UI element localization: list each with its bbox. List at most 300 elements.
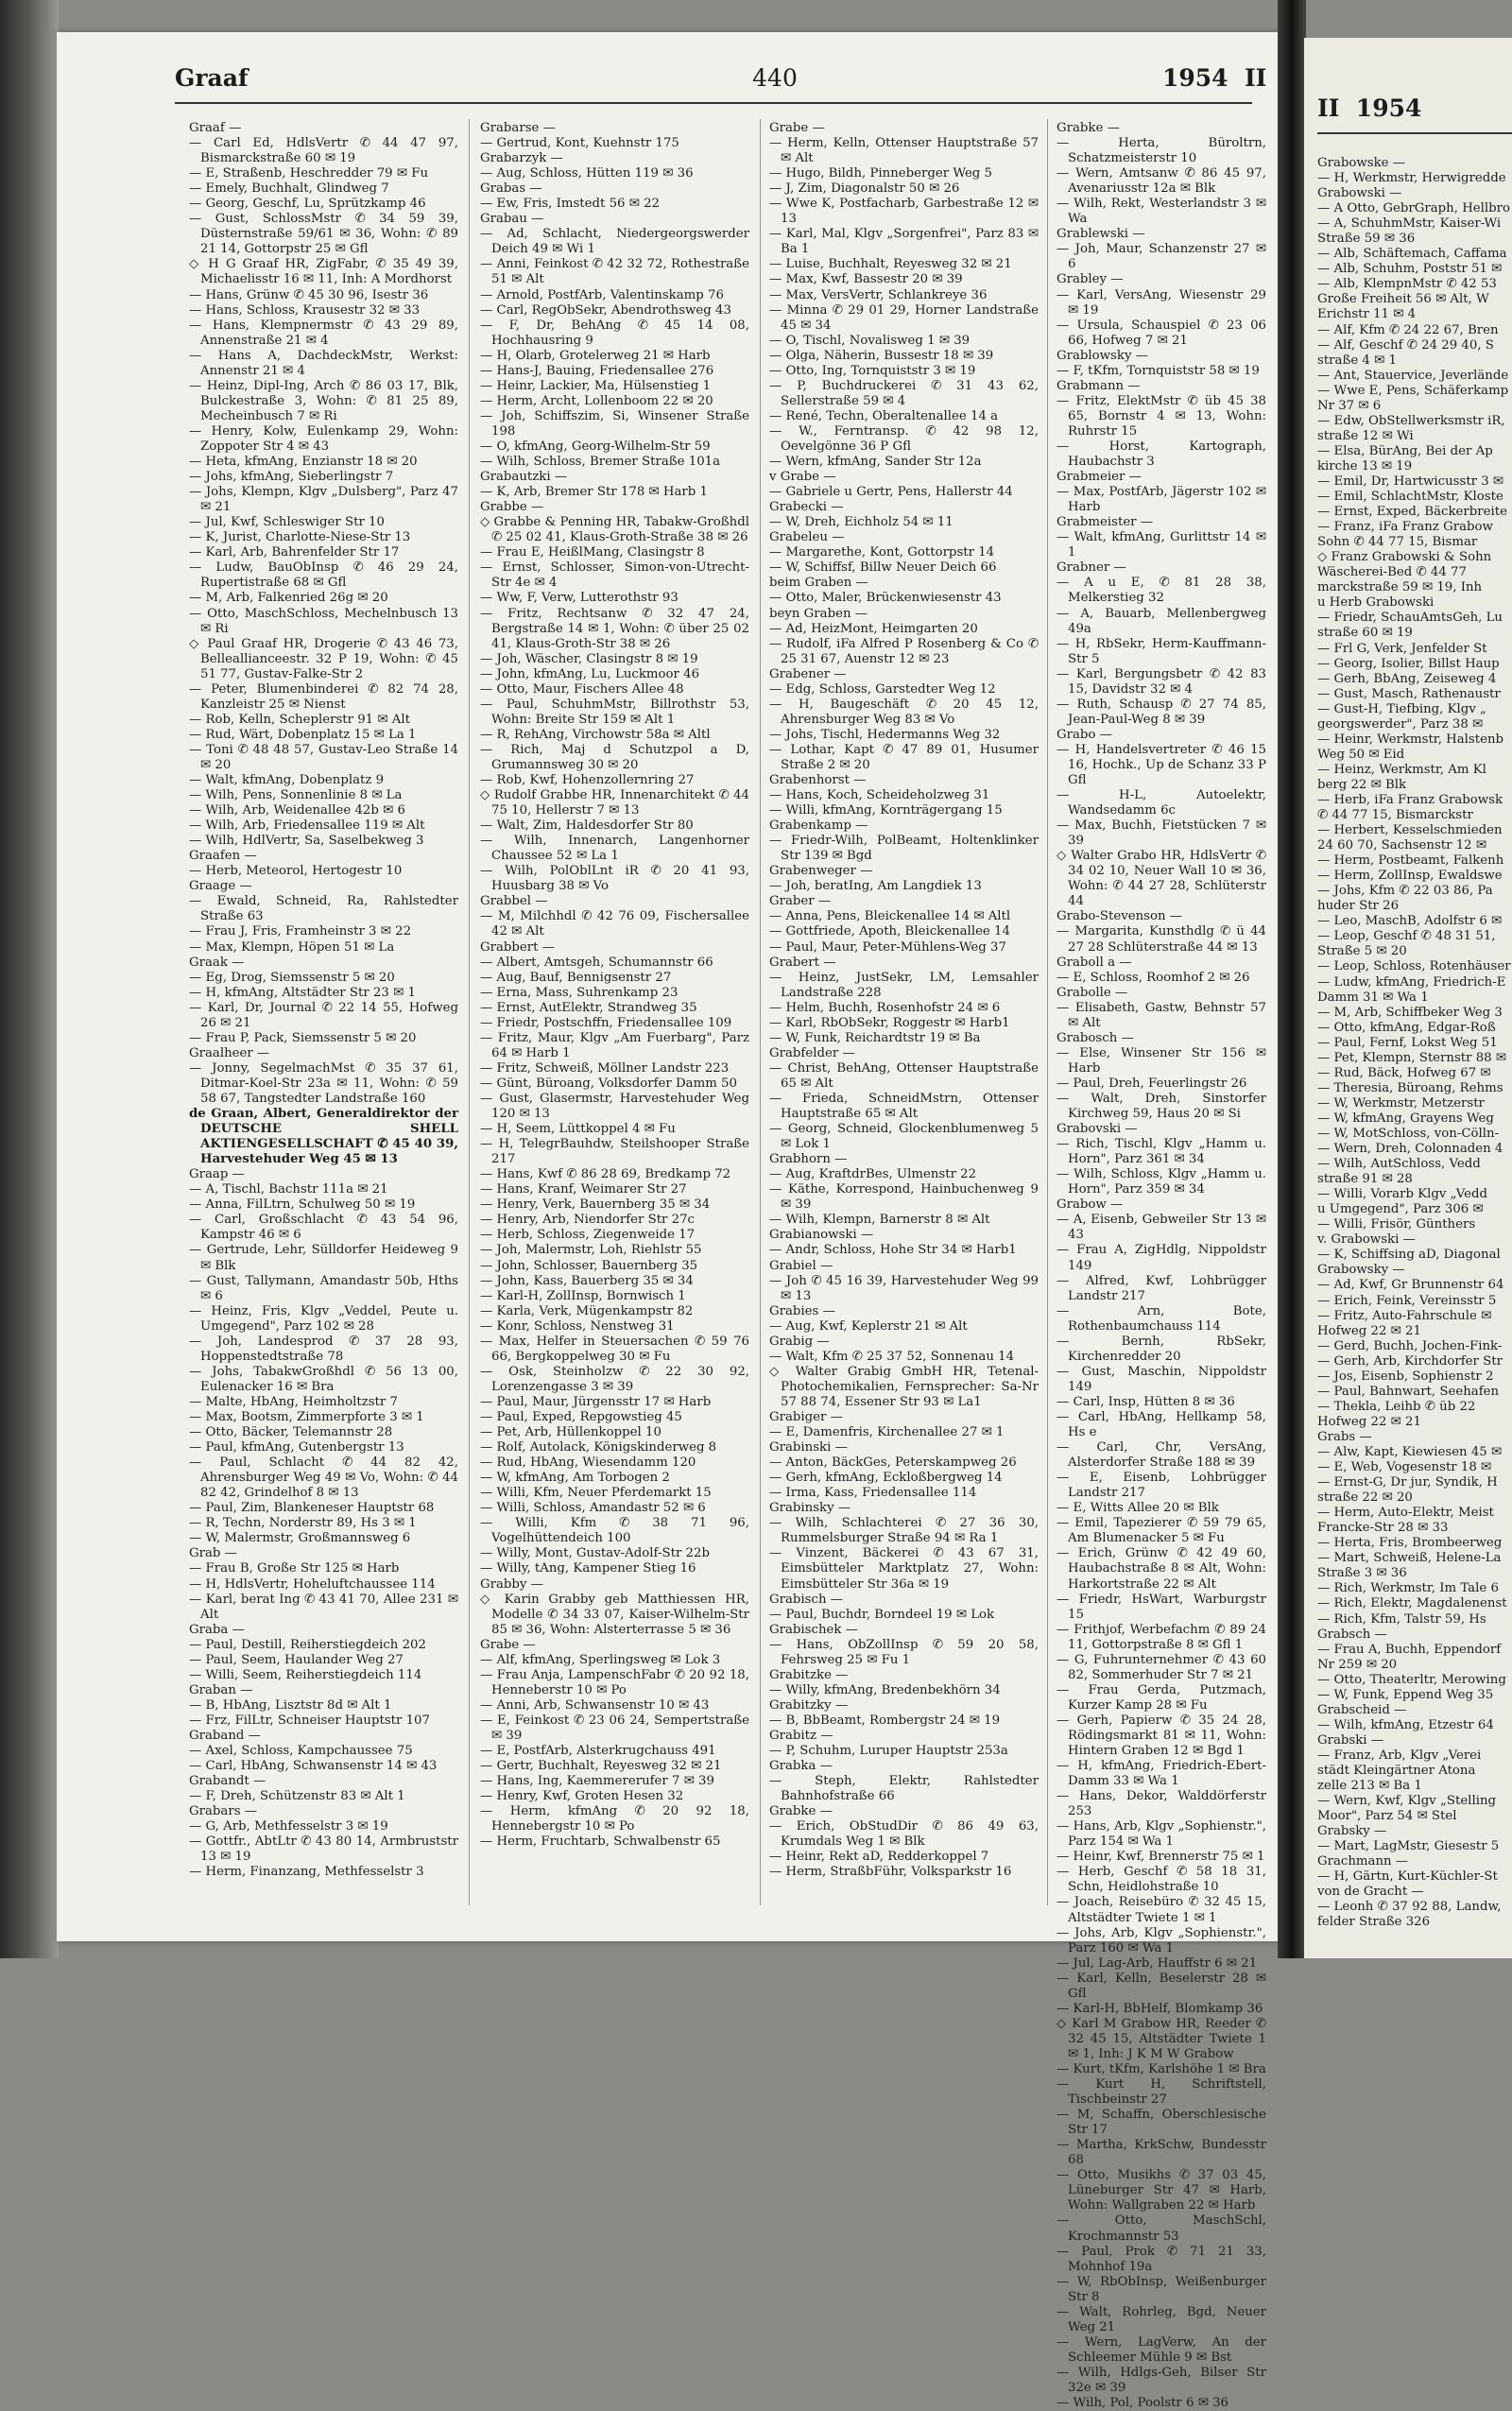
directory-entry: — Arnold, PostfArb, Valentinskamp 76 xyxy=(480,287,724,302)
directory-entry: — B, HbAng, Lisztstr 8d ✉ Alt 1 xyxy=(189,1697,392,1713)
directory-entry: — Paul, Maur, Peter-Mühlens-Weg 37 xyxy=(769,939,1006,955)
directory-entry: ◇ Walter Grabig GmbH HR, Tetenal-Photochemikalien, Fernsprecher: Sa-Nr 57 88 74, Essener Str 93 ✉ La1 xyxy=(769,1364,1039,1409)
directory-entry: — Wilh, Pens, Sonnenlinie 8 ✉ La xyxy=(189,788,403,803)
directory-entry: — Wilh, Klempn, Barnerstr 8 ✉ Alt xyxy=(769,1213,990,1228)
directory-entry: — J, Zim, Diagonalstr 50 ✉ 26 xyxy=(769,181,960,197)
directory-entry: — Gust, Tallymann, Amandastr 50b, Hths ✉ 6 xyxy=(189,1273,458,1303)
directory-entry: Grabolle — xyxy=(1057,985,1128,1000)
directory-entry: — Fritz, ElektMstr ✆ üb 45 38 65, Bornstr 4 ✉ 13, Wohn: Ruhrstr 15 xyxy=(1057,393,1266,439)
directory-entry: — Wilh, PolOblLnt iR ✆ 20 41 93, Huusbarg 38 ✉ Vo xyxy=(480,864,749,894)
directory-entry: Graaf — xyxy=(189,121,242,135)
directory-entry: — Paul, Maur, Jürgensstr 17 ✉ Harb xyxy=(480,1394,712,1409)
directory-entry: — Herm, kfmAng ✆ 20 92 18, Hennebergstr 10 ✉ Po xyxy=(480,1804,749,1834)
directory-entry: — Rich, Maj d Schutzpol a D, Grumannsweg 30 ✉ 20 xyxy=(480,742,749,772)
directory-entry: — Johs, Tischl, Hedermanns Weg 32 xyxy=(769,727,1001,742)
directory-entry: Grabischek — xyxy=(769,1622,858,1637)
directory-entry: — H, Handelsvertreter ✆ 46 15 16, Hochk., Up de Schanz 33 P Gfl xyxy=(1057,742,1266,788)
directory-entry: — Paul, SchuhmMstr, Billrothstr 53, Wohn: Breite Str 159 ✉ Alt 1 xyxy=(480,697,749,727)
directory-entry: — Willy, kfmAng, Bredenbekhörn 34 xyxy=(769,1682,1001,1697)
directory-entry: beyn Graben — xyxy=(769,606,868,621)
adjacent-directory-entry: — W, Werkmstr, Metzerstr xyxy=(1317,1095,1485,1111)
directory-entry: Graband — xyxy=(189,1728,261,1743)
directory-entry: beim Graben — xyxy=(769,576,868,591)
directory-entry: — R, RehAng, Virchowstr 58a ✉ Altl xyxy=(480,727,711,742)
directory-entry: — E, Straßenb, Heschredder 79 ✉ Fu xyxy=(189,166,429,181)
directory-entry: — Carl, Insp, Hütten 8 ✉ 36 xyxy=(1057,1394,1235,1409)
directory-entry: — Fritz, Maur, Klgv „Am Fuerbarg", Parz 64 ✉ Harb 1 xyxy=(480,1030,749,1060)
adjacent-directory-entry: — Herta, Fris, Brombeerweg xyxy=(1317,1536,1503,1551)
directory-entry: — Friedr-Wilh, PolBeamt, Holtenklinker Str 139 ✉ Bgd xyxy=(769,834,1039,864)
adjacent-directory-entry: — Mart, LagMstr, Giesestr 5 xyxy=(1317,1839,1500,1854)
directory-entry: — Frau J, Fris, Framheinstr 3 ✉ 22 xyxy=(189,924,412,939)
running-head-keyword: Graaf xyxy=(175,64,249,92)
directory-entry: — Rich, Tischl, Klgv „Hamm u. Horn", Parz 361 ✉ 34 xyxy=(1057,1137,1266,1167)
directory-entry: — Ludw, BauObInsp ✆ 46 29 24, Rupertistraße 68 ✉ Gfl xyxy=(189,560,458,591)
adjacent-directory-entry: — Emil, SchlachtMstr, Kloste xyxy=(1317,490,1503,505)
adjacent-running-head: II 1954 xyxy=(1317,95,1422,122)
adjacent-directory-entry: städt Kleingärtner Atona xyxy=(1317,1763,1476,1778)
directory-entry: — O, Tischl, Novalisweg 1 ✉ 39 xyxy=(769,333,971,348)
directory-entry: — Ruth, Schausp ✆ 27 74 85, Jean-Paul-Weg 8 ✉ 39 xyxy=(1057,697,1266,727)
adjacent-directory-entry: — Ernst, Exped, Bäckerbreite xyxy=(1317,505,1507,520)
column-divider xyxy=(1047,119,1048,1905)
adjacent-directory-entry: — Frl G, Verk, Jenfelder St xyxy=(1317,641,1487,656)
directory-entry: Grabarzyk — xyxy=(480,151,563,166)
directory-entry: — Ewald, Schneid, Ra, Rahlstedter Straße 63 xyxy=(189,894,458,924)
directory-entry: — Frieda, SchneidMstrn, Ottenser Hauptstraße 65 ✉ Alt xyxy=(769,1092,1039,1122)
adjacent-directory-entry: — Elsa, BürAng, Bei der Ap xyxy=(1317,443,1493,458)
directory-entry: — Hans, Klempnermstr ✆ 43 29 89, Annenstraße 21 ✉ 4 xyxy=(189,318,458,348)
directory-entry: — Else, Winsener Str 156 ✉ Harb xyxy=(1057,1045,1266,1076)
directory-entry: — Paul, kfmAng, Gutenbergstr 13 xyxy=(189,1440,404,1455)
directory-entry: — Osk, Steinholzw ✆ 22 30 92, Lorenzengasse 3 ✉ 39 xyxy=(480,1364,749,1394)
directory-entry: Grabmeier — xyxy=(1057,470,1142,485)
header-rule xyxy=(175,102,1252,104)
directory-entry: — Joh, Landesprod ✆ 37 28 93, Hoppenstedtstraße 78 xyxy=(189,1334,458,1364)
directory-entry: — Willi, Schloss, Amandastr 52 ✉ 6 xyxy=(480,1501,706,1516)
directory-entry: — Wilh, Rekt, Westerlandstr 3 ✉ Wa xyxy=(1057,197,1266,227)
directory-entry: — Lothar, Kapt ✆ 47 89 01, Husumer Straße 2 ✉ 20 xyxy=(769,742,1039,772)
adjacent-directory-entry: — Paul, Bahnwart, Seehafen xyxy=(1317,1384,1500,1399)
directory-entry: — Karl, berat Ing ✆ 43 41 70, Allee 231 ✉ Alt xyxy=(189,1592,458,1622)
adjacent-directory-entry: — Herbert, Kesselschmieden xyxy=(1317,823,1503,838)
directory-entry: — Paul, Dreh, Feuerlingstr 26 xyxy=(1057,1076,1247,1091)
directory-entry: — Max, Kwf, Bassestr 20 ✉ 39 xyxy=(769,272,963,287)
directory-entry: Graak — xyxy=(189,955,245,970)
directory-entry: — John, Schlosser, Bauernberg 35 xyxy=(480,1258,698,1273)
directory-entry: Grabow — xyxy=(1057,1197,1124,1213)
directory-entry: — Ernst, Schlosser, Simon-von-Utrecht-Str 4e ✉ 4 xyxy=(480,560,749,591)
directory-entry: — Otto, Ing, Tornquiststr 3 ✉ 19 xyxy=(769,363,976,378)
adjacent-directory-entry: — H, Gärtn, Kurt-Küchler-St xyxy=(1317,1869,1498,1885)
directory-entry: — Hans, Kwf ✆ 86 28 69, Bredkamp 72 xyxy=(480,1167,731,1182)
directory-entry: — Max, VersVertr, Schlankreye 36 xyxy=(769,287,988,302)
directory-entry: Grabarse — xyxy=(480,121,556,135)
directory-entry: — Henry, Kwf, Groten Hesen 32 xyxy=(480,1789,684,1804)
directory-entry: Grablowsky — xyxy=(1057,348,1148,363)
directory-entry: — Paul, Prok ✆ 71 21 33, Mohnhof 19a xyxy=(1057,2244,1266,2274)
adjacent-directory-entry: Grabs — xyxy=(1317,1429,1372,1444)
directory-entry: — Anna, FilLtrn, Schulweg 50 ✉ 19 xyxy=(189,1197,416,1213)
adjacent-directory-entry: felder Straße 326 xyxy=(1317,1915,1431,1930)
adjacent-directory-entry: — Leo, MaschB, Adolfstr 6 ✉ xyxy=(1317,914,1503,929)
directory-entry: — Jonny, SegelmachMst ✆ 35 37 61, Ditmar-Koel-Str 23a ✉ 11, Wohn: ✆ 59 58 67, Tangstedter Landstraße 160 xyxy=(189,1060,458,1106)
directory-entry: Grabinski — xyxy=(769,1440,848,1455)
adjacent-directory-entry: Nr 37 ✉ 6 xyxy=(1317,398,1382,413)
directory-entry: — Walt, kfmAng, Dobenplatz 9 xyxy=(189,773,385,788)
directory-entry: — Hans, Kranf, Weimarer Str 27 xyxy=(480,1182,687,1197)
directory-entry: Grabmann — xyxy=(1057,378,1141,393)
directory-entry: — Henry, Verk, Bauernberg 35 ✉ 34 xyxy=(480,1197,711,1213)
directory-entry: — Henry, Arb, Niendorfer Str 27c xyxy=(480,1213,696,1228)
directory-entry: Grabovski — xyxy=(1057,1122,1138,1137)
directory-entry: Grabmeister — xyxy=(1057,515,1154,530)
directory-entry: — Emely, Buchhalt, Glindweg 7 xyxy=(189,181,389,197)
directory-entry: — René, Techn, Oberaltenallee 14 a xyxy=(769,408,999,423)
adjacent-directory-entry: — Wilh, kfmAng, Etzestr 64 xyxy=(1317,1717,1494,1732)
directory-entry: — Fritz, Rechtsanw ✆ 32 47 24, Bergstraße 14 ✉ 1, Wohn: ✆ über 25 02 41, Klaus-Groth-Str 38 ✉ 26 xyxy=(480,606,749,651)
directory-entry: — Ww, F, Verw, Lutterothstr 93 xyxy=(480,591,679,606)
directory-entry: — Walt, kfmAng, Gurlittstr 14 ✉ 1 xyxy=(1057,530,1266,560)
directory-entry: — Walt, Zim, Haldesdorfer Str 80 xyxy=(480,818,694,834)
directory-entry: — A, Tischl, Bachstr 111a ✉ 21 xyxy=(189,1182,388,1197)
directory-entry: Grabiel — xyxy=(769,1258,833,1273)
adjacent-directory-entry: — Ant, Stauervice, Jeverlände xyxy=(1317,368,1509,383)
adjacent-directory-entry: Straße 59 ✉ 36 xyxy=(1317,232,1416,247)
directory-entry: — Bernh, RbSekr, Kirchenredder 20 xyxy=(1057,1334,1266,1364)
directory-entry: ◇ Karl M Grabow HR, Reeder ✆ 32 45 15, Altstädter Twiete 1 ✉ 1, Inh: J K M W Grabow xyxy=(1057,2016,1266,2061)
directory-entry: — E, Eisenb, Lohbrügger Landstr 217 xyxy=(1057,1471,1266,1501)
directory-entry: — Henry, Kolw, Eulenkamp 29, Wohn: Zoppoter Str 4 ✉ 43 xyxy=(189,423,458,454)
directory-entry: — Frau E, HeißlMang, Clasingstr 8 xyxy=(480,545,705,560)
directory-entry: — Wern, Amtsanw ✆ 86 45 97, Avenariusstr 12a ✉ Blk xyxy=(1057,166,1266,197)
directory-entry: — Wwe K, Postfacharb, Garbestraße 12 ✉ 13 xyxy=(769,197,1039,227)
directory-entry: — Hans, Arb, Klgv „Sophienstr.", Parz 154 ✉ Wa 1 xyxy=(1057,1819,1266,1850)
adjacent-directory-entry: v. Grabowski — xyxy=(1317,1232,1416,1248)
adjacent-directory-entry: Straße 5 ✉ 20 xyxy=(1317,944,1407,959)
adjacent-directory-entry: — M, Arb, Schiffbeker Weg 3 xyxy=(1317,1005,1503,1020)
directory-entry: — Ad, HeizMont, Heimgarten 20 xyxy=(769,621,978,636)
directory-entry: — Friedr, HsWart, Warburgstr 15 xyxy=(1057,1592,1266,1622)
directory-entry: Graber — xyxy=(769,894,832,909)
directory-entry: — Arn, Bote, Rothenbaumchauss 114 xyxy=(1057,1303,1266,1334)
directory-entry: — Herb, Geschf ✆ 58 18 31, Schn, Heidlohstraße 10 xyxy=(1057,1865,1266,1895)
adjacent-directory-entry: georgswerder", Parz 38 ✉ xyxy=(1317,716,1484,732)
adjacent-directory-entry: Hofweg 22 ✉ 21 xyxy=(1317,1323,1421,1338)
directory-entry: Grabbe — xyxy=(480,500,544,515)
directory-entry: — Paul, Destill, Reiherstiegdeich 202 xyxy=(189,1637,426,1652)
directory-entry: — Otto, MaschSchl, Krochmannstr 53 xyxy=(1057,2213,1266,2244)
adjacent-directory-entry: — Herb, iFa Franz Grabowsk xyxy=(1317,792,1503,807)
directory-entry: — Rob, Kwf, Hohenzollernring 27 xyxy=(480,773,695,788)
directory-entry: — Gertr, Buchhalt, Reyesweg 32 ✉ 21 xyxy=(480,1759,722,1774)
adjacent-directory-entry: — Heinr, Werkmstr, Halstenb xyxy=(1317,732,1504,747)
directory-entry: — Heinz, JustSekr, LM, Lemsahler Landstraße 228 xyxy=(769,970,1039,1000)
adjacent-directory-entry: Große Freiheit 56 ✉ Alt, W xyxy=(1317,292,1489,307)
directory-entry: — Willi, kfmAng, Kornträgergang 15 xyxy=(769,803,1003,818)
directory-entry: — Willi, Seem, Reiherstiegdeich 114 xyxy=(189,1667,422,1682)
directory-entry: — Erich, ObStudDir ✆ 86 49 63, Krumdals Weg 1 ✉ Blk xyxy=(769,1819,1039,1850)
adjacent-directory-entry: Grabowsky — xyxy=(1317,1263,1405,1278)
directory-entry: — G, Fuhrunternehmer ✆ 43 60 82, Sommerhuder Str 7 ✉ 21 xyxy=(1057,1652,1266,1682)
directory-entry: — Fritz, Schweiß, Möllner Landstr 223 xyxy=(480,1060,730,1076)
adjacent-directory-entry: — Georg, Isolier, Billst Haup xyxy=(1317,656,1500,671)
adjacent-directory-entry: straße 12 ✉ Wi xyxy=(1317,428,1414,443)
directory-entry: ◇ Walter Grabo HR, HdlsVertr ✆ 34 02 10, Neuer Wall 10 ✉ 36, Wohn: ✆ 44 27 28, Schlüterstr 44 xyxy=(1057,849,1266,909)
directory-entry: — M, Schaffn, Oberschlesische Str 17 xyxy=(1057,2108,1266,2138)
directory-entry: ◇ Karin Grabby geb Matthiessen HR, Modelle ✆ 34 33 07, Kaiser-Wilhelm-Str 85 ✉ 36, Wohn: Alsterterrasse 5 ✉ 36 xyxy=(480,1592,749,1637)
book-gutter xyxy=(1278,0,1306,1958)
adjacent-directory-entry: — Alf, Geschf ✆ 24 29 40, S xyxy=(1317,337,1494,353)
adjacent-directory-entry: — Theresia, Büroang, Rehms xyxy=(1317,1080,1503,1095)
directory-entry: — Herm, Finanzang, Methfesselstr 3 xyxy=(189,1865,424,1880)
directory-entry: — G, Arb, Methfesselstr 3 ✉ 19 xyxy=(189,1819,388,1834)
directory-entry: — H, HdlsVertr, Hoheluftchaussee 114 xyxy=(189,1576,436,1592)
directory-entry: Grabisch — xyxy=(769,1592,844,1607)
adjacent-directory-entry: — Fritz, Auto-Fahrschule ✉ xyxy=(1317,1308,1492,1323)
directory-entry: — Johs, Arb, Klgv „Sophienstr.", Parz 160 ✉ Wa 1 xyxy=(1057,1925,1266,1955)
directory-entry: — Max, PostfArb, Jägerstr 102 ✉ Harb xyxy=(1057,485,1266,515)
directory-entry: — E, Witts Allee 20 ✉ Blk xyxy=(1057,1501,1219,1516)
directory-entry: Grabke — xyxy=(1057,121,1120,135)
directory-entry: Grabby — xyxy=(480,1576,543,1592)
directory-entry: Grabautzki — xyxy=(480,470,568,485)
directory-entry: — Carl, HbAng, Hellkamp 58, Hs e xyxy=(1057,1409,1266,1440)
directory-entry: Grabhorn — xyxy=(769,1152,848,1167)
adjacent-directory-entry: Grachmann — xyxy=(1317,1854,1409,1869)
directory-entry: — Walt, Dreh, Sinstorfer Kirchweg 59, Haus 20 ✉ Si xyxy=(1057,1092,1266,1122)
adjacent-directory-entry: straße 4 ✉ 1 xyxy=(1317,353,1397,368)
directory-entry: — P, Buchdruckerei ✆ 31 43 62, Sellerstraße 59 ✉ 4 xyxy=(769,378,1039,408)
adjacent-directory-entry: straße 22 ✉ 20 xyxy=(1317,1490,1413,1506)
directory-entry: Grabenkamp — xyxy=(769,818,868,834)
adjacent-directory-entry: — Paul, Fernf, Lokst Weg 51 xyxy=(1317,1035,1498,1050)
adjacent-directory-entry: — Mart, Schweiß, Helene-La xyxy=(1317,1551,1502,1566)
directory-entry: — Wilh, Arb, Weidenallee 42b ✉ 6 xyxy=(189,803,405,818)
directory-entry: — Hans, Koch, Scheideholzweg 31 xyxy=(769,788,990,803)
directory-entry: — H, TelegrBauhdw, Steilshooper Straße 217 xyxy=(480,1137,749,1167)
directory-entry: Graboll a — xyxy=(1057,955,1132,970)
directory-entry: — Aug, Kwf, Keplerstr 21 ✉ Alt xyxy=(769,1318,968,1334)
adjacent-directory-entry: — Wilh, AutSchloss, Vedd xyxy=(1317,1157,1481,1172)
directory-entry: — Johs, Klempn, Klgv „Dulsberg", Parz 47 ✉ 21 xyxy=(189,485,458,515)
adjacent-directory-entry: — Alb, KlempnMstr ✆ 42 53 xyxy=(1317,277,1497,292)
adjacent-directory-entry: — Ludw, kfmAng, Friedrich-E xyxy=(1317,974,1506,990)
adjacent-directory-entry: — E, Web, Vogesenstr 18 ✉ xyxy=(1317,1460,1492,1475)
directory-entry: — H, Olarb, Grotelerweg 21 ✉ Harb xyxy=(480,348,711,363)
directory-entry: Grabau — xyxy=(480,212,544,227)
directory-entry: Grabe — xyxy=(480,1637,536,1652)
directory-entry: — Axel, Schloss, Kampchaussee 75 xyxy=(189,1744,413,1759)
adjacent-directory-entry: — Herm, Auto-Elektr, Meist xyxy=(1317,1506,1494,1521)
adjacent-directory-entry: — Herm, Postbeamt, Falkenh xyxy=(1317,853,1504,869)
directory-entry: — Anton, BäckGes, Peterskampweg 26 xyxy=(769,1455,1017,1471)
adjacent-directory-entry: Francke-Str 28 ✉ 33 xyxy=(1317,1521,1449,1536)
directory-entry: — Paul, Schlacht ✆ 44 82 42, Ahrensburger Weg 49 ✉ Vo, Wohn: ✆ 44 82 42, Grindelhof 8 ✉ 13 xyxy=(189,1455,458,1501)
adjacent-directory-entry: — Leop, Geschf ✆ 48 31 51, xyxy=(1317,929,1496,944)
directory-entry: — Gerh, kfmAng, Eckloßbergweg 14 xyxy=(769,1471,1003,1486)
adjacent-directory-entry: — Rud, Bäck, Hofweg 67 ✉ xyxy=(1317,1065,1491,1080)
directory-entry: — Gottfriede, Apoth, Bleickenallee 14 xyxy=(769,924,1010,939)
adjacent-directory-entry: — Rich, Elektr, Magdalenenst xyxy=(1317,1596,1507,1611)
directory-entry: — Hugo, Bildh, Pinneberger Weg 5 xyxy=(769,166,993,181)
directory-entry: — E, Damenfris, Kirchenallee 27 ✉ 1 xyxy=(769,1425,1005,1440)
adjacent-directory-entry: von de Gracht — xyxy=(1317,1885,1424,1900)
directory-entry: Grabfelder — xyxy=(769,1045,855,1060)
adjacent-directory-entry: — Leonh ✆ 37 92 88, Landw, xyxy=(1317,1900,1502,1915)
adjacent-directory-entry: — Edw, ObStellwerksmstr iR, xyxy=(1317,413,1505,428)
directory-entry: — Frau Anja, LampenschFabr ✆ 20 92 18, Henneberstr 10 ✉ Po xyxy=(480,1667,749,1697)
directory-entry: — Hans-J, Bauing, Friedensallee 276 xyxy=(480,363,714,378)
directory-entry: — Anni, Arb, Schwansenstr 10 ✉ 43 xyxy=(480,1697,710,1713)
adjacent-directory-entry: — Otto, kfmAng, Edgar-Roß xyxy=(1317,1020,1496,1035)
directory-entry: — Heinz, Dipl-Ing, Arch ✆ 86 03 17, Blk, Bulckestraße 3, Wohn: ✆ 81 25 89, Mecheinbusch 7 ✉ Ri xyxy=(189,378,458,423)
directory-entry: — Joh, Schiffszim, Si, Winsener Straße 198 xyxy=(480,408,749,439)
directory-entry: — Rolf, Autolack, Königskinderweg 8 xyxy=(480,1440,717,1455)
adjacent-directory-entry: berg 22 ✉ Blk xyxy=(1317,777,1407,792)
directory-entry: — Karl, Bergungsbetr ✆ 42 83 15, Davidstr 32 ✉ 4 xyxy=(1057,666,1266,697)
directory-entry: — W, RbObInsp, Weißenburger Str 8 xyxy=(1057,2274,1266,2304)
directory-entry: — Käthe, Korrespond, Hainbuchenweg 9 ✉ 39 xyxy=(769,1182,1039,1213)
directory-entry: — Joh, Wäscher, Clasingstr 8 ✉ 19 xyxy=(480,651,698,666)
adjacent-directory-entry: Hofweg 22 ✉ 21 xyxy=(1317,1414,1421,1429)
directory-entry: — Gottfr., AbtLtr ✆ 43 80 14, Armbruststr 13 ✉ 19 xyxy=(189,1834,458,1865)
directory-entry: — Walt, Rohrleg, Bgd, Neuer Weg 21 xyxy=(1057,2304,1266,2334)
adjacent-directory-entry: Grabscheid — xyxy=(1317,1702,1407,1717)
adjacent-directory-entry: Grabski — xyxy=(1317,1732,1384,1748)
directory-entry: — Frau Gerda, Putzmach, Kurzer Kamp 28 ✉ Fu xyxy=(1057,1682,1266,1713)
adjacent-directory-entry: Grabowski — xyxy=(1317,186,1402,201)
directory-entry: Graage — xyxy=(189,879,252,894)
directory-entry: — Hans A, DachdeckMstr, Werkst: Annenstr 21 ✉ 4 xyxy=(189,348,458,378)
directory-entry: — Karl, Dr, Journal ✆ 22 14 55, Hofweg 26 ✉ 21 xyxy=(189,1000,458,1030)
directory-entry: — Carl, HbAng, Schwansenstr 14 ✉ 43 xyxy=(189,1759,438,1774)
adjacent-directory-entry: — Franz, iFa Franz Grabow xyxy=(1317,520,1493,535)
directory-entry: — Paul, Exped, Repgowstieg 45 xyxy=(480,1409,682,1424)
adjacent-directory-entry: — H, Werkmstr, Herwigredde xyxy=(1317,171,1506,186)
directory-entry: — Willi, Kfm ✆ 38 71 96, Vogelhüttendeich 100 xyxy=(480,1516,749,1546)
directory-entry: — Otto, Bäcker, Telemannstr 28 xyxy=(189,1425,393,1440)
directory-column-1 xyxy=(189,121,458,1880)
adjacent-directory-entry: kirche 13 ✉ 19 xyxy=(1317,458,1413,474)
directory-entry: — Wilh, Pol, Poolstr 6 ✉ 36 xyxy=(1057,2396,1228,2411)
adjacent-directory-entry: — Leop, Schloss, Rotenhäuser xyxy=(1317,959,1511,974)
directory-entry: — Otto, MaschSchloss, Mechelnbusch 13 ✉ Ri xyxy=(189,606,458,636)
adjacent-directory-entry: straße 91 ✉ 28 xyxy=(1317,1172,1413,1187)
directory-entry: — Jul, Lag-Arb, Hauffstr 6 ✉ 21 xyxy=(1057,1955,1258,1971)
adjacent-directory-entry: Grabsky — xyxy=(1317,1824,1387,1839)
directory-entry: — Vinzent, Bäckerei ✆ 43 67 31, Eimsbütteler Marktplatz 27, Wohn: Eimsbütteler Str 36a ✉ 19 xyxy=(769,1546,1039,1592)
directory-entry: — E, Feinkost ✆ 23 06 24, Sempertstraße ✉ 39 xyxy=(480,1713,749,1743)
directory-entry: — Olga, Näherin, Bussestr 18 ✉ 39 xyxy=(769,348,994,363)
directory-entry: — Emil, Tapezierer ✆ 59 79 65, Am Blumenacker 5 ✉ Fu xyxy=(1057,1516,1266,1546)
directory-entry: — E, Schloss, Roomhof 2 ✉ 26 xyxy=(1057,970,1250,985)
adjacent-directory-entry: — Frau A, Buchh, Eppendorf xyxy=(1317,1642,1502,1657)
adjacent-directory-entry: — Pet, Klempn, Sternstr 88 ✉ xyxy=(1317,1050,1507,1065)
directory-entry: — Alfred, Kwf, Lohbrügger Landstr 217 xyxy=(1057,1273,1266,1303)
directory-entry: — Georg, Geschf, Lu, Sprützkamp 46 xyxy=(189,197,426,212)
directory-entry: Grabo — xyxy=(1057,727,1112,742)
column-divider xyxy=(469,119,470,1905)
directory-entry: — Max, Klempn, Höpen 51 ✉ La xyxy=(189,939,395,955)
adjacent-directory-entry: Straße 3 ✉ 36 xyxy=(1317,1566,1407,1581)
directory-entry: — H, kfmAng, Friedrich-Ebert-Damm 33 ✉ Wa 1 xyxy=(1057,1759,1266,1789)
adjacent-directory-entry: Sohn ✆ 44 77 15, Bismar xyxy=(1317,535,1478,550)
directory-entry: — John, kfmAng, Lu, Luckmoor 46 xyxy=(480,666,700,681)
directory-entry: — Karl, RbObSekr, Roggestr ✉ Harb1 xyxy=(769,1015,1010,1030)
column-divider xyxy=(760,119,761,1905)
directory-entry: — Herb, Schloss, Ziegenweide 17 xyxy=(480,1228,696,1243)
directory-entry: — Hans, Schloss, Krausestr 32 ✉ 33 xyxy=(189,302,421,318)
directory-entry: Grabert — xyxy=(769,955,836,970)
adjacent-directory-entry: — Gerh, BbAng, Zeiseweg 4 xyxy=(1317,671,1497,686)
directory-entry: v Grabe — xyxy=(769,470,836,485)
adjacent-directory-column xyxy=(1317,156,1512,1930)
directory-entry: — Heinr, Rekt aD, Redderkoppel 7 xyxy=(769,1850,989,1865)
directory-entry: — Carl, Chr, VersAng, Alsterdorfer Straße 188 ✉ 39 xyxy=(1057,1440,1266,1471)
directory-entry: — Frau B, Große Str 125 ✉ Harb xyxy=(189,1561,400,1576)
directory-entry: — O, kfmAng, Georg-Wilhelm-Str 59 xyxy=(480,439,711,454)
directory-entry: — B, BbBeamt, Rombergstr 24 ✉ 19 xyxy=(769,1713,1001,1728)
directory-entry: — Herm, Archt, Lollenboom 22 ✉ 20 xyxy=(480,393,713,408)
adjacent-directory-entry: u Herb Grabowski xyxy=(1317,595,1435,611)
directory-entry: — H, RbSekr, Herm-Kauffmann-Str 5 xyxy=(1057,636,1266,666)
adjacent-directory-entry: — Rich, Kfm, Talstr 59, Hs xyxy=(1317,1611,1486,1627)
directory-entry: — F, Dr, BehAng ✆ 45 14 08, Hochhausring 9 xyxy=(480,318,749,348)
directory-entry: — Friedr, Postschffn, Friedensallee 109 xyxy=(480,1015,732,1030)
directory-entry: Graalheer — xyxy=(189,1045,270,1060)
directory-entry: — Willi, Kfm, Neuer Pferdemarkt 15 xyxy=(480,1486,712,1501)
adjacent-directory-entry: — Rich, Werkmstr, Im Tale 6 xyxy=(1317,1581,1499,1596)
directory-entry: — Herm, StraßbFühr, Volksparkstr 16 xyxy=(769,1865,1012,1880)
adjacent-directory-entry: ◇ Franz Grabowski & Sohn xyxy=(1317,550,1492,565)
directory-entry: — Rud, HbAng, Wiesendamm 120 xyxy=(480,1455,696,1471)
directory-entry: — Ad, Schlacht, Niedergeorgswerder Deich 49 ✉ Wi 1 xyxy=(480,227,749,257)
directory-entry: Grabenweger — xyxy=(769,864,873,879)
directory-entry: — Wilh, HdlVertr, Sa, Saselbekweg 3 xyxy=(189,834,424,849)
directory-entry: — Frau P, Pack, Siemssenstr 5 ✉ 20 xyxy=(189,1030,417,1045)
directory-entry: Grabitz — xyxy=(769,1728,833,1743)
adjacent-directory-entry: zelle 213 ✉ Ba 1 xyxy=(1317,1779,1422,1794)
directory-entry: — Aug, KraftdrBes, Ulmenstr 22 xyxy=(769,1167,977,1182)
directory-entry: — H, kfmAng, Altstädter Str 23 ✉ 1 xyxy=(189,985,416,1000)
scan-binding-edge xyxy=(0,0,59,1958)
adjacent-directory-entry: — Jos, Eisenb, Sophienstr 2 xyxy=(1317,1369,1494,1384)
directory-entry: — Edg, Schloss, Garstedter Weg 12 xyxy=(769,681,996,697)
directory-entry: — Andr, Schloss, Hohe Str 34 ✉ Harb1 xyxy=(769,1243,1017,1258)
directory-entry: — Erna, Mass, Suhrenkamp 23 xyxy=(480,985,679,1000)
directory-entry: — H, Seem, Lüttkoppel 4 ✉ Fu xyxy=(480,1122,676,1137)
directory-entry: — Steph, Elektr, Rahlstedter Bahnhofstraße 66 xyxy=(769,1774,1039,1804)
directory-entry: — Paul, Buchdr, Borndeel 19 ✉ Lok xyxy=(769,1607,995,1622)
directory-entry: Grabiger — xyxy=(769,1409,843,1424)
directory-entry: — W, Dreh, Eichholz 54 ✉ 11 xyxy=(769,515,954,530)
directory-entry: Grabo-Stevenson — xyxy=(1057,909,1183,924)
adjacent-directory-entry: — Herm, ZollInsp, Ewaldswe xyxy=(1317,869,1503,884)
directory-entry: Grabitzke — xyxy=(769,1667,849,1682)
directory-entry: — Elisabeth, Gastw, Behnstr 57 ✉ Alt xyxy=(1057,1000,1266,1030)
adjacent-header-rule xyxy=(1317,132,1512,134)
directory-entry: — Wilh, Schloss, Bremer Straße 101a xyxy=(480,455,721,470)
directory-entry: — K, Jurist, Charlotte-Niese-Str 13 xyxy=(189,530,411,545)
directory-entry: — Karla, Verk, Mügenkampstr 82 xyxy=(480,1303,694,1318)
adjacent-directory-entry: — Wern, Dreh, Colonnaden 4 xyxy=(1317,1142,1503,1157)
adjacent-directory-entry: — Heinz, Werkmstr, Am Kl xyxy=(1317,762,1486,777)
directory-entry: — Luise, Buchhalt, Reyesweg 32 ✉ 21 xyxy=(769,257,1012,272)
directory-entry: ◇ Grabbe & Penning HR, Tabakw-Großhdl ✆ 25 02 41, Klaus-Groth-Straße 38 ✉ 26 xyxy=(480,515,749,545)
adjacent-directory-entry: 24 60 70, Sachsenstr 12 ✉ xyxy=(1317,838,1487,853)
directory-entry: — John, Kass, Bauerberg 35 ✉ 34 xyxy=(480,1273,694,1288)
